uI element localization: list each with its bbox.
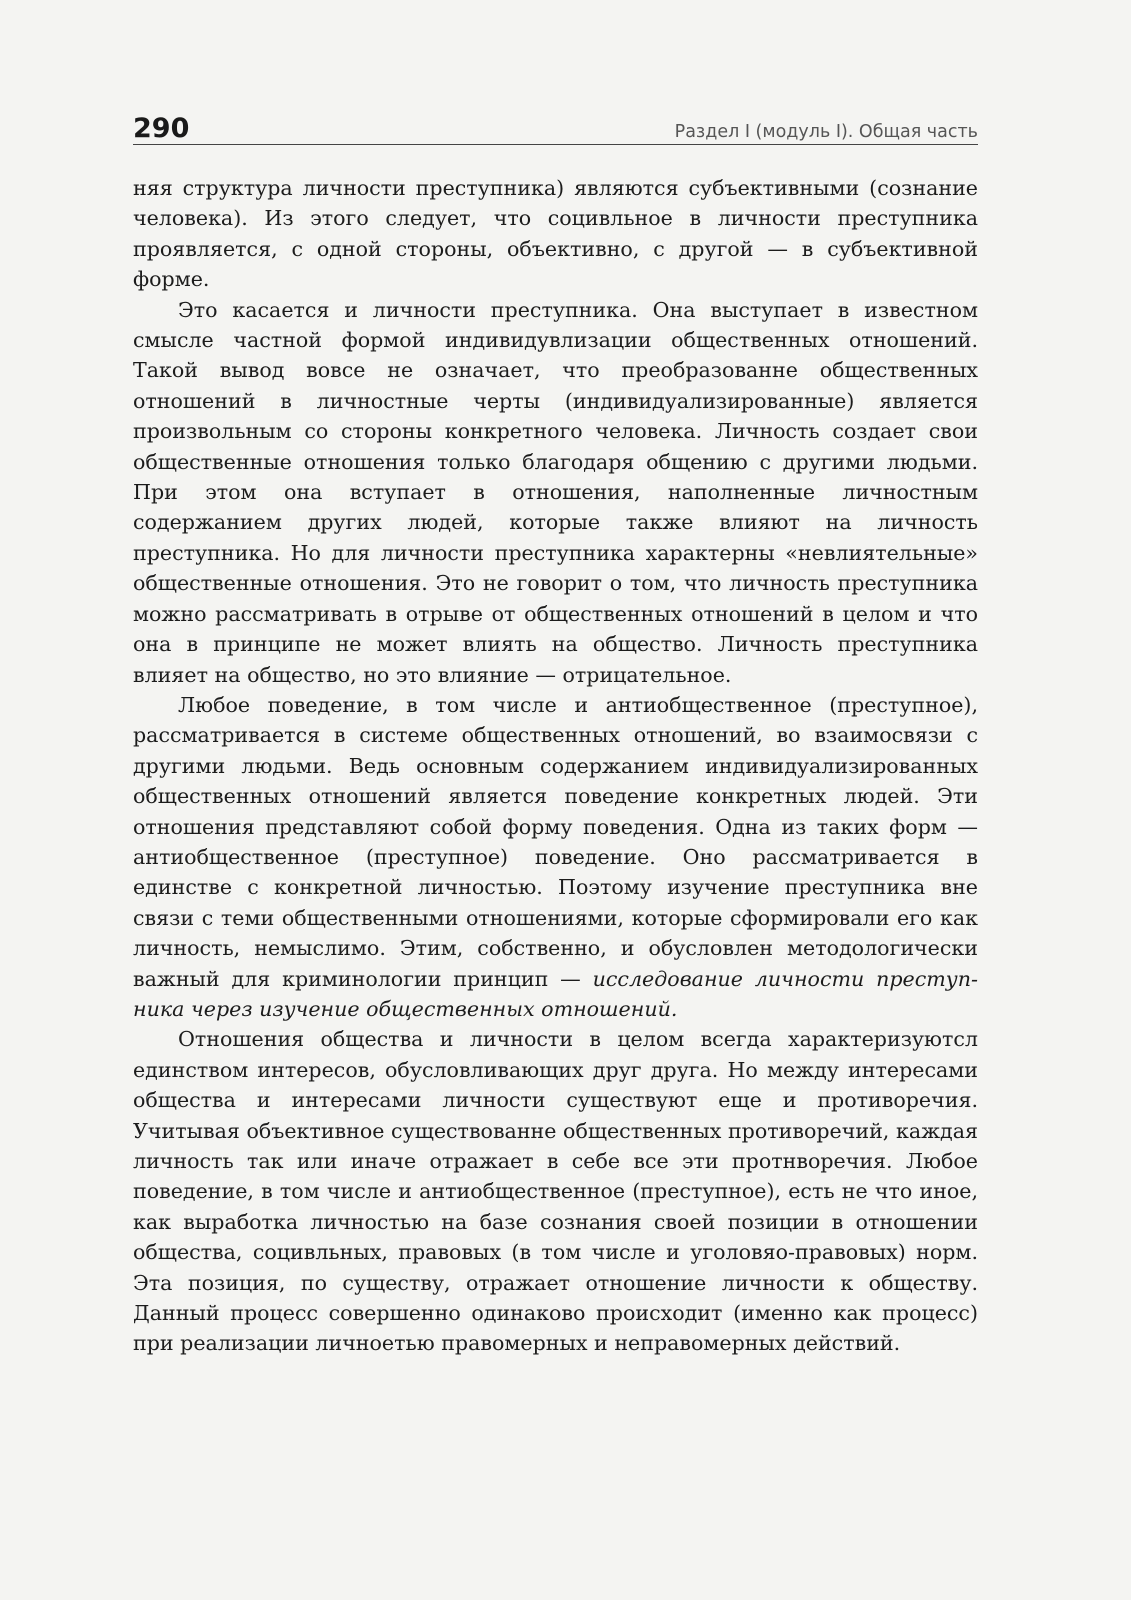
paragraph-text: Отношения общества и личности в целом всегда характеризуютсл единством интересов, обусловливающих друг друга. Но между интересами общества и интересами личности существуют еще и противоречия. Учитывая объективное существованне общественных противоречий, каждая личность так или иначе отражает в себе все эти протнворечия. Любое поведение, в том числе и антиобщественное (преступное), есть не что иное, как выработка личностью на базе сознания своей позиции в отношении общества, социвльных, правовых (в том числе и уголовяо-правовых) норм. Эта позиция, по существу, отражает отношение личности к обществу. Данный процесс совершенно одинаково происходит (именно как процесс) при реализации личноетью правомерных и неправомерных действий. (133, 1027, 978, 1356)
running-header (133, 108, 978, 145)
page-number: 290 (133, 113, 190, 144)
paragraph-text: Это касается и личности преступника. Она выступает в известном смысле частной формой индивидувлизации общественных отношений. Такой вывод вовсе не означает, что преобразованне общественных отношений в личностные черты (индивидуализированные) является произвольным со стороны конкретного человека. Личность создает свои общественные отношения только благодаря общению с другими людьми. При этом она вступает в отношения, наполненные личностным содержанием других людей, которые также влияют на личность преступника. Но для личности преступника характерны «невлиятельные» общественные отношения. Это не говорит о том, что личность преступника можно рассматривать в отрыве от общественных отношений в целом и что она в принципе не может влиять на общество. Личность преступника влияет на общество, но это влияние — отрицательное. (133, 297, 978, 687)
paragraph-text: няя структура личности преступника) являются субъективными (сознание человека). Из этого следует, что социвльное в личности преступника проявляется, с одной стороны, объективно, с другой — в субъективной форме. (133, 176, 978, 292)
body-text (133, 173, 978, 1359)
paragraph-text: Любое поведение, в том числе и антиобщественное (преступное), рассматривается в системе общественных отношений, во взаимосвязи с другими людьми. Ведь основным содержанием индивидуализированных общественных отношений является поведение конкретных людей. Эти отношения представляют собой форму поведения. Одна из таких форм — антиобщественное (преступное) поведение. Оно рассматривается в единстве с конкретной личностью. Поэтому изучение преступника вне связи с теми общественными отношениями, которые сформировали его как личность, немыслимо. Этим, собственно, и обусловлен методологически важный для криминологии принцип — (133, 692, 978, 991)
paragraph (133, 295, 978, 690)
paragraph (133, 690, 978, 1024)
paragraph (133, 1024, 978, 1358)
section-title: Раздел I (модуль I). Общая часть (674, 122, 978, 142)
emphasized-principle: исследование личности преступника через изучение общественных отношений. (133, 966, 978, 1021)
paragraph (133, 173, 978, 295)
book-page (133, 108, 978, 1359)
